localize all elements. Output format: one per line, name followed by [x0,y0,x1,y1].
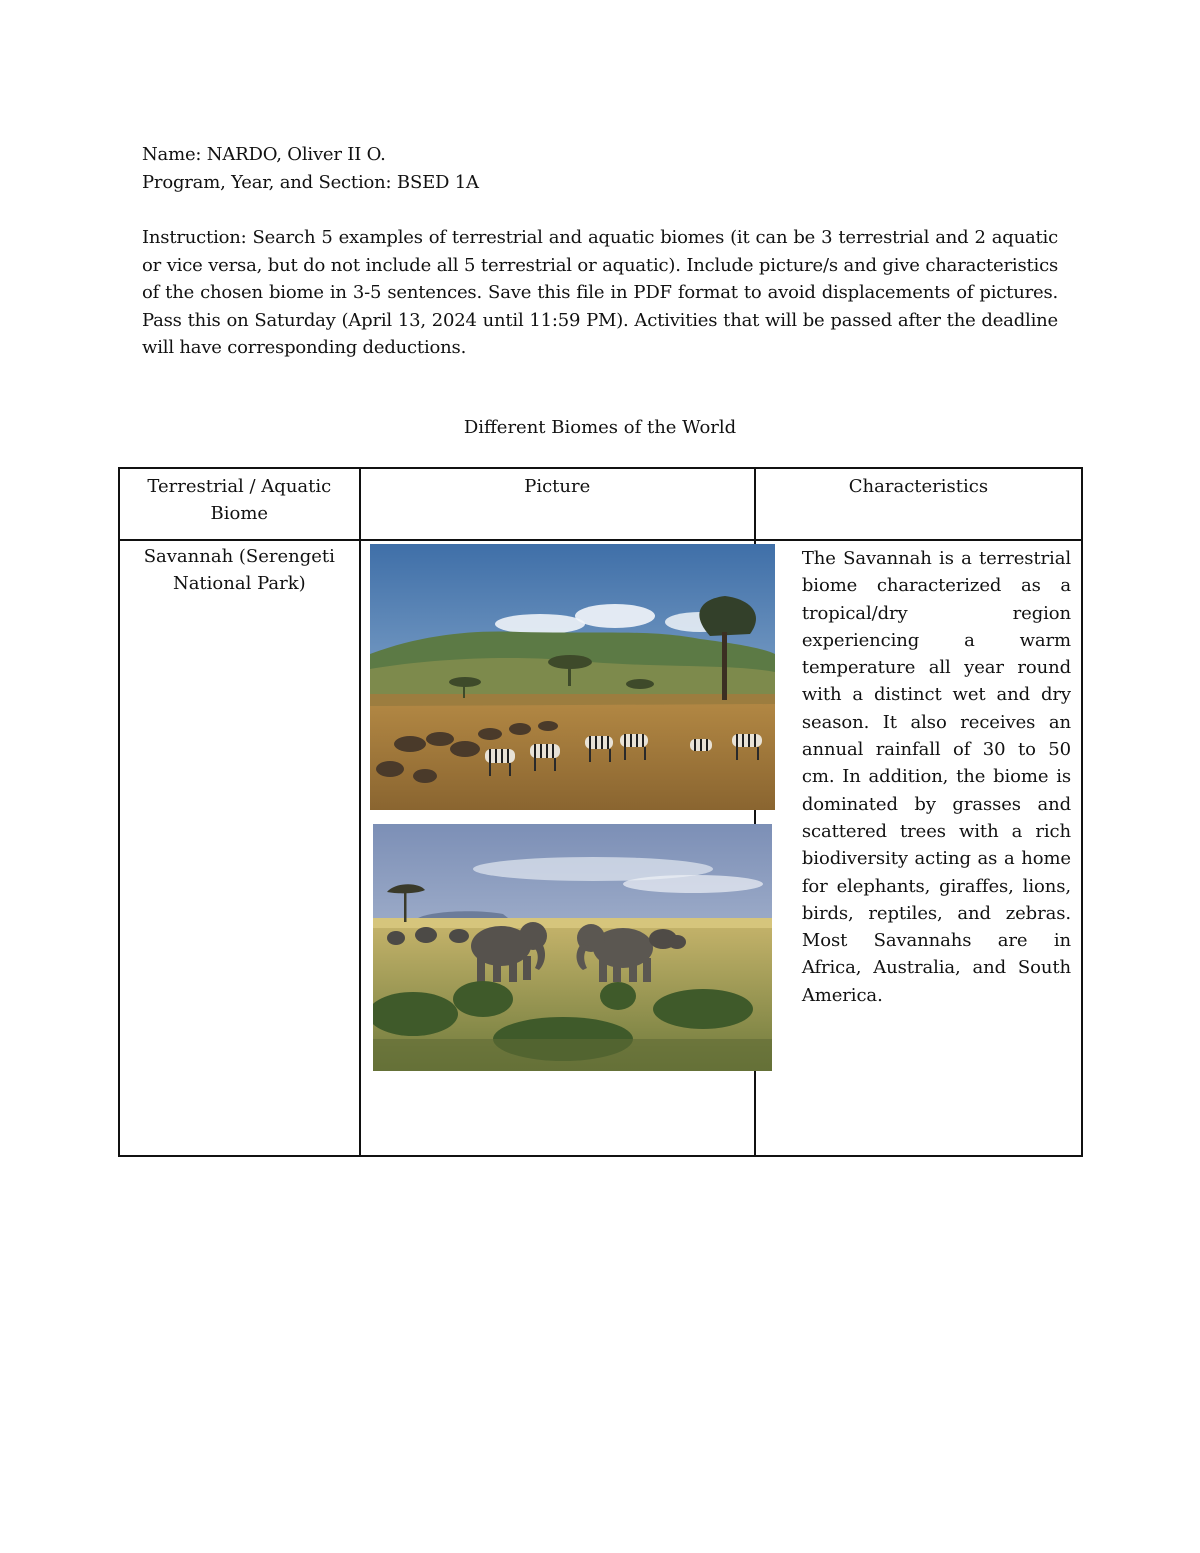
program-year-section: Program, Year, and Section: BSED 1A [142,172,479,193]
table-title: Different Biomes of the World [463,417,737,438]
picture-cell [360,540,755,1156]
savannah-elephants-photo [373,824,772,1071]
savannah-zebras-wildebeest-photo [370,544,775,810]
biomes-table [118,467,1083,1157]
biome-name: Savannah (Serengeti National Park) [143,546,335,594]
biome-name-cell [119,540,360,1156]
column-header-biome: Terrestrial / Aquatic Biome [119,468,360,540]
column-header-characteristics: Characteristics [755,468,1082,540]
characteristics-text: The Savannah is a terrestrial biome characterized as a tropical/dry region experiencing a warm temperature all year round with a distinct wet and dry season. It also receives an annual rainfall of 30 to 50 cm. In addition, the biome is dominated by grasses and scattered trees with a rich biodiversity acting as a home for elephants, giraffes, lions, birds, reptiles, and zebras. Most Savannahs are in Africa, Australia, and South America. [801,548,1071,1006]
student-name: Name: NARDO, Oliver II O. [142,144,386,165]
table-header-row [119,468,1082,540]
characteristics-cell [755,540,1082,1156]
column-header-picture: Picture [360,468,755,540]
instruction-paragraph: Instruction: Search 5 examples of terrestrial and aquatic biomes (it can be 3 terrestrial and 2 aquatic or vice versa, but do not include all 5 terrestrial or aquatic). Include picture/s and give characteristics of the chosen biome in 3-5 sentences. Save this file in PDF format to avoid displacements of pictures. Pass this on Saturday (April 13, 2024 until 11:59 PM). Activities that will be passed after the deadline will have corresponding deductions. [142,227,1058,358]
table-row [119,540,1082,1156]
